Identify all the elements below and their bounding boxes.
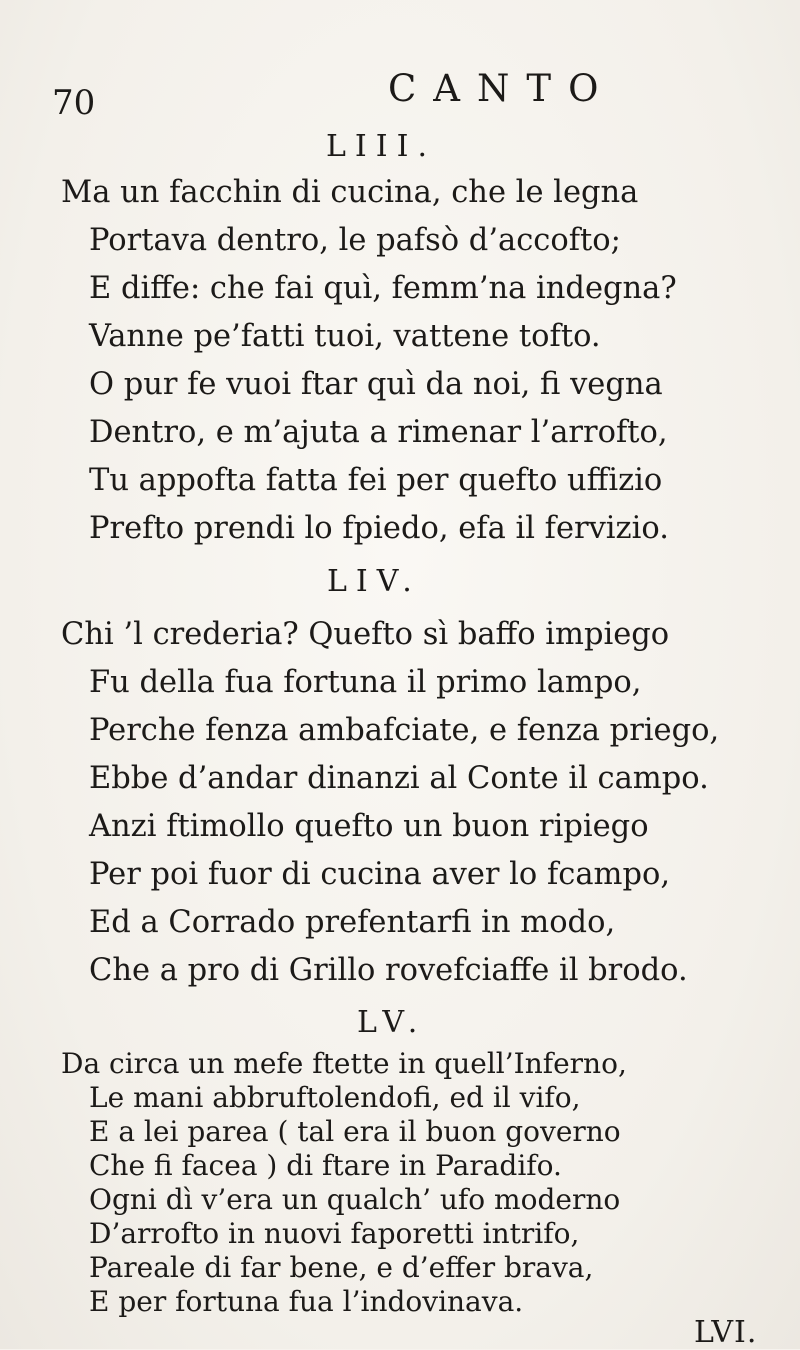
- running-head: CANTO: [388, 67, 616, 110]
- verse-line: Fu della fua fortuna il primo lampo,: [89, 665, 642, 700]
- verse-line: E per fortuna fua l’indovinava.: [89, 1285, 524, 1318]
- verse-line: Da circa un mefe ftette in quell’Inferno,: [61, 1047, 627, 1080]
- verse-line: E diffe: che fai quì, femm’na indegna?: [89, 271, 677, 306]
- verse-line: Ed a Corrado prefentarfi in modo,: [89, 905, 616, 940]
- verse-line: Ebbe d’andar dinanzi al Conte il campo.: [89, 761, 709, 796]
- verse-line: Pareale di far bene, e d’effer brava,: [89, 1251, 594, 1284]
- verse-line: Ogni dì v’era un qualch’ ufo moderno: [89, 1183, 621, 1216]
- stanza-heading-liii: LIII.: [326, 129, 437, 164]
- catchword: LVI.: [694, 1315, 758, 1350]
- verse-line: Perche fenza ambafciate, e fenza priego,: [89, 713, 720, 748]
- verse-line: Dentro, e m’ajuta a rimenar l’arrofto,: [89, 415, 668, 450]
- verse-line: Vanne pe’fatti tuoi, vattene tofto.: [89, 319, 601, 354]
- verse-line: Anzi ftimollo quefto un buon ripiego: [89, 809, 649, 844]
- verse-line: Per poi fuor di cucina aver lo fcampo,: [89, 857, 671, 892]
- stanza-heading-lv: LV.: [357, 1005, 427, 1040]
- verse-line: Chi ’l crederia? Quefto sì baffo impiego: [61, 617, 670, 652]
- stanza-heading-liv: LIV.: [327, 564, 421, 599]
- verse-line: O pur fe vuoi ftar quì da noi, fi vegna: [89, 367, 663, 402]
- verse-line: Che fi facea ) di ftare in Paradifo.: [89, 1149, 562, 1182]
- verse-line: Che a pro di Grillo rovefciaffe il brodo.: [89, 953, 688, 988]
- verse-line: D’arrofto in nuovi faporetti intrifo,: [89, 1217, 580, 1250]
- verse-line: Tu appofta fatta fei per quefto uffizio: [89, 463, 663, 498]
- verse-line: Portava dentro, le pafsò d’accofto;: [89, 223, 621, 258]
- verse-line: E a lei parea ( tal era il buon governo: [89, 1115, 621, 1148]
- page-number: 70: [52, 83, 96, 123]
- verse-line: Prefto prendi lo fpiedo, efa il fervizio.: [89, 511, 669, 546]
- verse-line: Ma un facchin di cucina, che le legna: [61, 175, 639, 210]
- verse-line: Le mani abbruftolendofi, ed il vifo,: [89, 1081, 581, 1114]
